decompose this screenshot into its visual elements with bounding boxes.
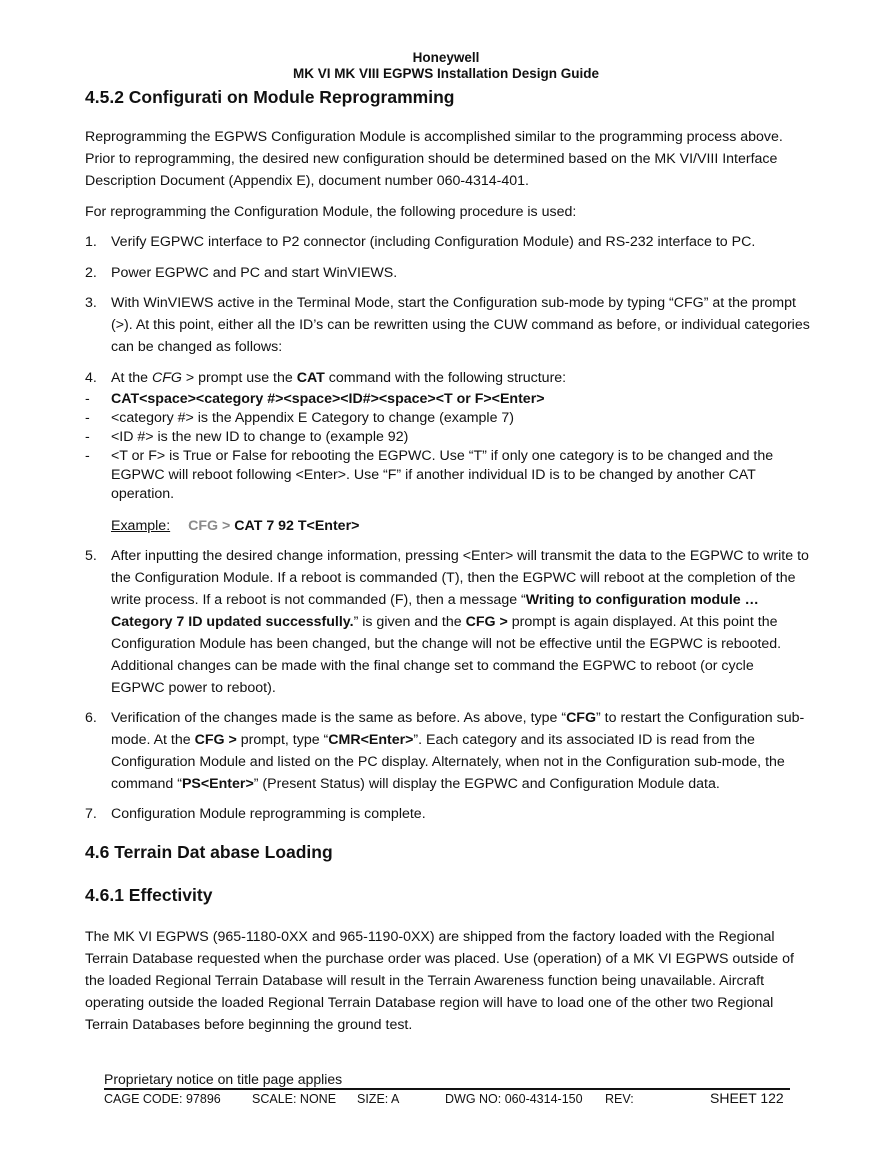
paragraph-procedure-intro: For reprogramming the Configuration Module, the following procedure is used: xyxy=(85,204,577,220)
footer-proprietary-notice: Proprietary notice on title page applies xyxy=(104,1071,343,1087)
example-label: Example: xyxy=(111,518,171,534)
footer-drawing-number: DWG NO: 060-4314-150 xyxy=(445,1092,583,1106)
section-4-5-2-heading: 4.5.2 Configurati on Module Reprogramming xyxy=(85,87,455,107)
list-item-step-7: 7. Configuration Module reprogramming is complete. xyxy=(85,806,426,822)
footer-scale: SCALE: NONE xyxy=(252,1092,337,1106)
header-company: Honeywell xyxy=(412,50,480,65)
footer-size: SIZE: A xyxy=(357,1092,400,1106)
footer-cage-code: CAGE CODE: 97896 xyxy=(104,1092,221,1106)
list-item-step-5: 5. After inputting the desired change information, pressing <Enter> will transmit the data to the EGPWC to write to the Configuration Module. If a reboot is commanded (T), then the EGPWC will reboot at the completion of the write process. If a reboot is not commanded (F), then a message “Writing to configuration module … Category 7 ID updated successfully.” is given and the CFG > prompt is again displayed. At this point the Configuration Module has been changed, but the change will not be effective until the EGPWC is rebooted. Additional changes can be made with the final change set to command the EGPWC to reboot (or cycle EGPWC power to reboot). xyxy=(85,548,809,696)
paragraph-reprogramming-intro: Reprogramming the EGPWS Configuration Module is accomplished similar to the programming process above. Prior to reprogramming, the desired new configuration should be determined based on the MK VI/VIII Interface Description Document (Appendix E), document number 060-4314-401. xyxy=(85,129,783,189)
bullet-t-or-f: - <T or F> is True or False for rebooting the EGPWC. Use “T” if only one category is to be changed and the EGPWC will reboot following <Enter>. Use “F” if another individual ID is to be changed by another CAT operation. xyxy=(85,448,774,502)
example-line xyxy=(111,516,359,536)
footer-divider xyxy=(104,1088,790,1090)
paragraph-effectivity: The MK VI EGPWS (965-1180-0XX and 965-1190-0XX) are shipped from the factory loaded with the Regional Terrain Database requested when the purchase order was placed. Use (operation) of a MK VI EGPWS outside of the loaded Regional Terrain Database will result in the Terrain Awareness function being unavailable. Aircraft operating outside the loaded Regional Terrain Database region will have to load one of the other two Regional Terrain Databases before beginning the ground test. xyxy=(85,929,794,1033)
bullet-id: - <ID #> is the new ID to change to (example 92) xyxy=(85,429,409,445)
list-item-step-4: 4. At the CFG > prompt use the CAT command with the following structure: xyxy=(85,370,567,386)
bullet-category: - <category #> is the Appendix E Category to change (example 7) xyxy=(85,410,515,426)
list-item-step-6: 6. Verification of the changes made is the same as before. As above, type “CFG” to restart the Configuration sub-mode. At the CFG > prompt, type “CMR<Enter>”. Each category and its associated ID is read from the Configuration Module and listed on the PC display. Alternately, when not in the Configuration sub-mode, the command “PS<Enter>” (Present Status) will display the EGPWC and Configuration Module data. xyxy=(85,710,805,792)
list-item-step-3: 3. With WinVIEWS active in the Terminal Mode, start the Configuration sub-mode by typing “CFG” at the prompt (>). At this point, either all the ID’s can be rewritten using the CUW command as before, or individual categories can be changed as follows: xyxy=(85,295,810,355)
footer-revision: REV: xyxy=(605,1092,634,1106)
section-4-6-1-heading: 4.6.1 Effectivity xyxy=(85,885,213,905)
section-4-6-heading: 4.6 Terrain Dat abase Loading xyxy=(85,842,333,862)
footer-sheet-number: SHEET 122 xyxy=(710,1090,784,1106)
header-doc-title: MK VI MK VIII EGPWS Installation Design Guide xyxy=(292,66,600,81)
list-item-step-1: 1. Verify EGPWC interface to P2 connector (including Configuration Module) and RS-232 interface to PC. xyxy=(85,234,756,250)
example-command: CAT 7 92 T<Enter> xyxy=(230,518,360,534)
example-prompt: CFG > xyxy=(188,518,231,534)
bullet-cat-structure: - CAT<space><category #><space><ID#><space><T or F><Enter> xyxy=(85,391,545,407)
list-item-step-2: 2. Power EGPWC and PC and start WinVIEWS. xyxy=(85,265,398,281)
